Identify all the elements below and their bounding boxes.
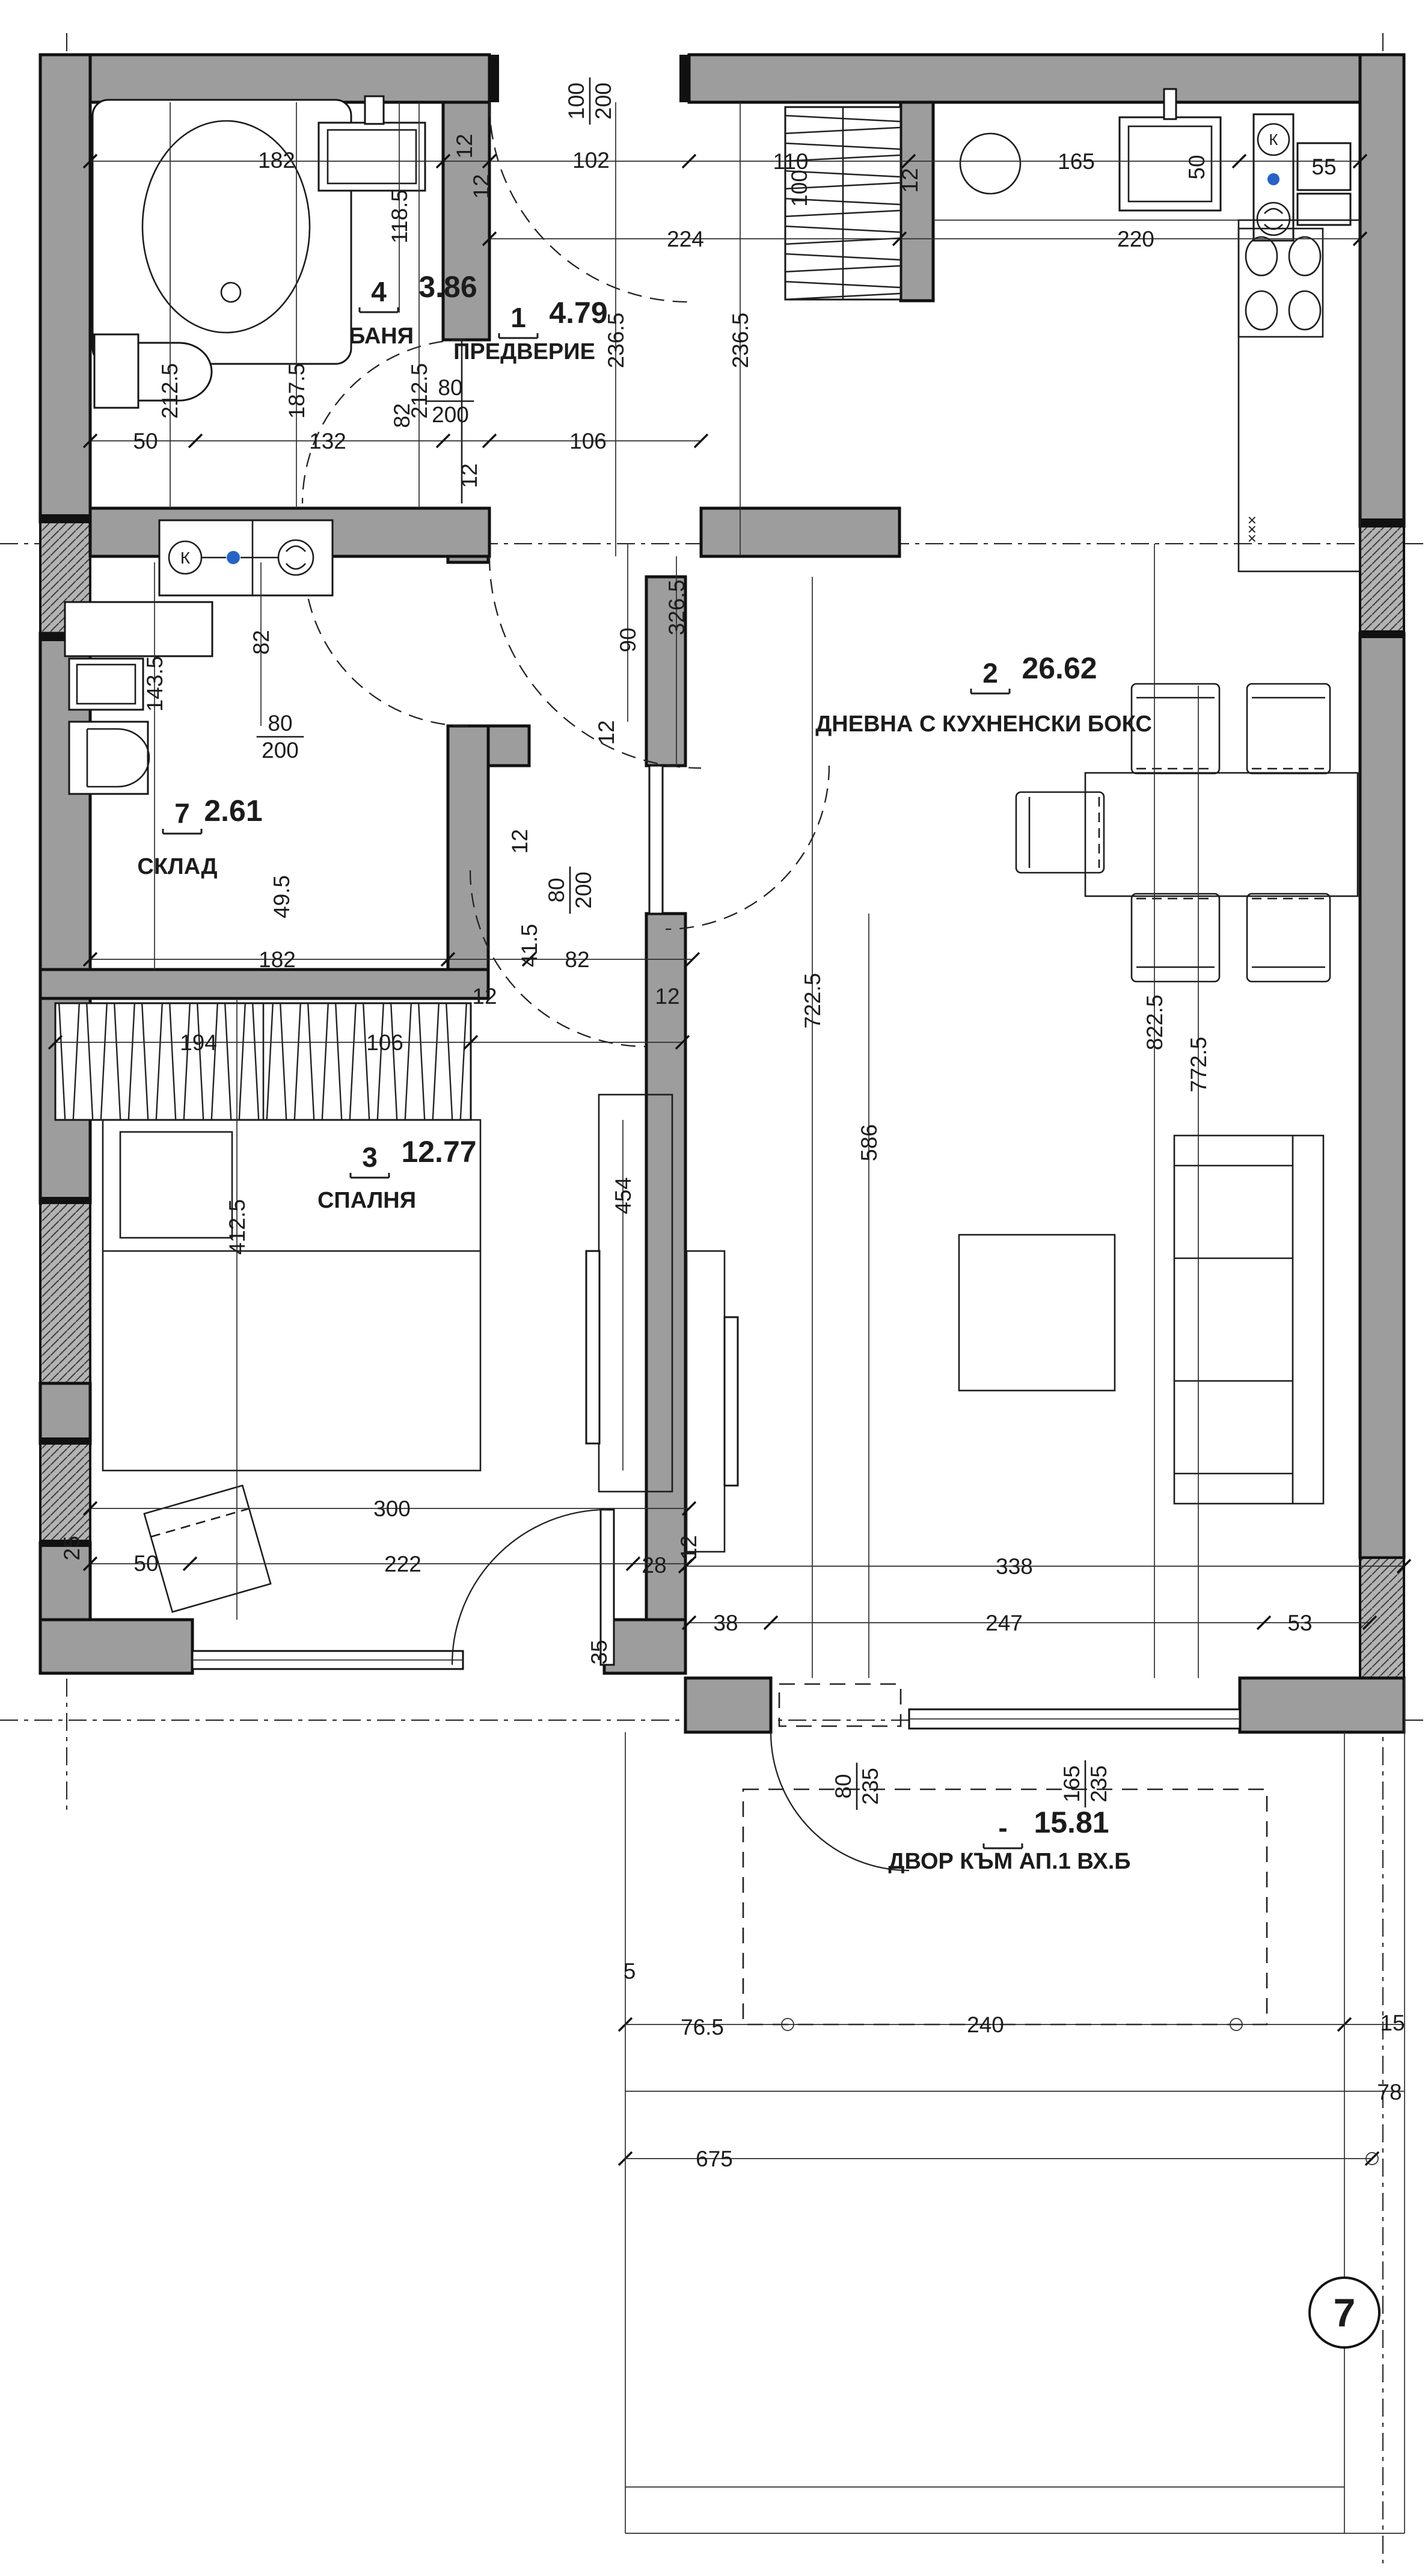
room-name-ДНЕВНА С КУХНЕНСКИ БОКС (815, 712, 1152, 737)
svg-text:15.81: 15.81 (1034, 1806, 1109, 1839)
bed-pillow (120, 1132, 232, 1238)
living-door-leaf (649, 766, 663, 914)
svg-text:12: 12 (655, 983, 680, 1009)
dining-chair (1247, 684, 1330, 773)
dimension-label-106 (569, 429, 607, 453)
svg-text:412.5: 412.5 (224, 1199, 250, 1255)
dimension-label-412.5 (225, 1199, 250, 1255)
svg-text:110: 110 (773, 149, 809, 174)
svg-text:55: 55 (1311, 154, 1337, 179)
svg-text:12: 12 (456, 463, 482, 488)
dimension-label-454 (611, 1177, 636, 1214)
svg-text:200: 200 (262, 738, 299, 763)
dimension-label-224 (667, 227, 704, 251)
wall-separator (1360, 630, 1404, 638)
sofa (1174, 1136, 1323, 1504)
left-wall (40, 55, 90, 522)
burner (1246, 237, 1277, 275)
wall-separator (40, 514, 90, 522)
dimension-label-90 (616, 627, 640, 652)
svg-text:102: 102 (572, 147, 610, 173)
right-wall-pier-hatch (1360, 526, 1404, 633)
svg-text:454: 454 (610, 1177, 636, 1214)
dimension-label-12 (452, 134, 477, 158)
tv-living (725, 1317, 738, 1486)
svg-text:106: 106 (366, 1030, 403, 1055)
svg-text:80: 80 (268, 711, 293, 736)
dimension-lines-layer (49, 102, 1411, 2165)
svg-text:118.5: 118.5 (387, 189, 412, 244)
svg-text:50: 50 (1184, 155, 1209, 180)
dimension-label-236.5 (728, 313, 753, 369)
svg-text:326.5: 326.5 (664, 579, 689, 636)
dimension-label-50 (1184, 155, 1209, 179)
svg-text:220: 220 (1117, 226, 1154, 251)
svg-text:12: 12 (593, 720, 619, 745)
valve-dot (227, 551, 240, 564)
svg-text:240: 240 (967, 2012, 1004, 2037)
dimension-label-38 (713, 1611, 738, 1635)
dimension-label-80200 (544, 867, 596, 914)
bathroom-sink (319, 123, 425, 191)
svg-text:26.62: 26.62 (1022, 651, 1097, 685)
dimension-label-12 (655, 984, 679, 1009)
svg-text:3.86: 3.86 (418, 270, 477, 304)
svg-text:224: 224 (667, 226, 704, 251)
sheet-number: 7 (1333, 2290, 1356, 2335)
svg-text:182: 182 (258, 147, 295, 173)
svg-text:ПРЕДВЕРИЕ: ПРЕДВЕРИЕ (453, 339, 595, 364)
svg-text:165: 165 (1059, 1765, 1084, 1803)
dimension-label-106 (366, 1030, 403, 1055)
right-wall (1360, 55, 1404, 526)
entry-door-swing-arc (489, 102, 689, 302)
room-name-БАНЯ (349, 324, 414, 349)
top-wall-left (40, 55, 489, 102)
storage-right-wall (448, 556, 488, 562)
svg-text:100: 100 (786, 170, 812, 207)
svg-text:722.5: 722.5 (800, 973, 825, 1029)
dimension-label-822.5 (1142, 995, 1167, 1051)
dimension-label-586 (857, 1124, 881, 1161)
svg-text:236.5: 236.5 (603, 312, 628, 369)
bedroom-armchair (144, 1486, 271, 1612)
svg-text:182: 182 (259, 947, 296, 972)
dining-table (1085, 773, 1358, 896)
entry-door-jamb (489, 55, 499, 102)
living-bottom-wall (1240, 1678, 1404, 1732)
left-wall-pier-hatch (40, 1443, 90, 1543)
svg-text:12.77: 12.77 (401, 1135, 477, 1169)
svg-text:200: 200 (432, 402, 469, 427)
svg-text:194: 194 (180, 1030, 217, 1055)
svg-text:200: 200 (591, 82, 616, 120)
dimension-label-35 (587, 1640, 611, 1664)
svg-text:4.79: 4.79 (549, 296, 608, 330)
svg-text:53: 53 (1287, 1610, 1313, 1635)
dimension-label-132 (309, 429, 346, 453)
dining-chair (1132, 894, 1219, 982)
dimension-label-118.5 (387, 189, 412, 244)
room-area-БАНЯ (418, 270, 477, 304)
dining-chair (1247, 894, 1330, 982)
right-wall (1360, 633, 1404, 1558)
bathtub (93, 100, 351, 364)
svg-text:82: 82 (248, 630, 274, 655)
dimension-label-300 (373, 1496, 411, 1521)
dimension-label- (180, 549, 191, 567)
dimension-label-165235 (1059, 1760, 1111, 1808)
svg-text:4: 4 (371, 276, 387, 307)
svg-text:100: 100 (564, 82, 589, 120)
dimension-label-100 (787, 170, 812, 207)
furniture-layer (55, 89, 1360, 1612)
wall-separator (40, 1437, 90, 1445)
dimension-label-12 (457, 463, 482, 488)
dimension-label-82 (565, 947, 589, 972)
svg-text:12: 12 (676, 1535, 701, 1560)
room-number-ДВОР КЪМ АП.1 ВХ.Б (984, 1812, 1022, 1848)
dimension-label-12 (472, 984, 497, 1009)
svg-text:25: 25 (59, 1535, 84, 1561)
svg-text:12: 12 (897, 168, 922, 193)
svg-text:15: 15 (1380, 2010, 1405, 2035)
dimension-label-182 (258, 148, 295, 173)
room-number-СПАЛНЯ (351, 1142, 389, 1178)
burner (1289, 237, 1320, 275)
svg-text:90: 90 (615, 627, 640, 653)
svg-text:236.5: 236.5 (728, 312, 753, 369)
svg-text:235: 235 (858, 1768, 883, 1805)
dimension-label-220 (1117, 227, 1154, 251)
dimension-label-82 (390, 403, 414, 428)
dimension-label-194 (180, 1030, 217, 1055)
dimension-label-102 (572, 148, 610, 173)
dimension-label-80200 (427, 375, 474, 427)
svg-text:300: 300 (373, 1496, 411, 1521)
room-name-ПРЕДВЕРИЕ (453, 339, 595, 364)
dimension-label-12 (676, 1535, 701, 1560)
room-area-СКЛАД (204, 794, 262, 828)
dimension-label-675 (696, 2147, 733, 2171)
kitchen-sink-tap (1164, 89, 1176, 119)
coffee-table (959, 1235, 1115, 1391)
svg-text:338: 338 (996, 1554, 1033, 1579)
living-bottom-wall (685, 1678, 771, 1732)
svg-text:7: 7 (174, 798, 190, 829)
svg-text:СКЛАД: СКЛАД (137, 854, 218, 879)
axis-lines (0, 33, 1428, 2563)
top-wall-right (689, 55, 1404, 102)
tv-cabinet-living (687, 1251, 725, 1552)
svg-text:12: 12 (468, 174, 494, 199)
room-area-СПАЛНЯ (401, 1135, 476, 1169)
entry-door-jamb (679, 55, 689, 102)
room-name-ДВОР КЪМ АП.1 ВХ.Б (888, 1849, 1130, 1874)
dimension-label-80235 (831, 1763, 883, 1810)
bedroom-bottom-wall (40, 1620, 192, 1673)
central-wall (646, 914, 685, 1620)
dimension-label-76.5 (681, 2015, 724, 2040)
bed (103, 1120, 480, 1471)
svg-text:143.5: 143.5 (142, 656, 167, 712)
dryer (69, 722, 148, 794)
dimension-label-772.5 (1186, 1037, 1211, 1093)
dimension-label-53 (1287, 1611, 1312, 1635)
dimension-label-222 (384, 1552, 421, 1576)
svg-text:132: 132 (309, 428, 346, 453)
dimension-label-722.5 (800, 973, 825, 1029)
room-name-СКЛАД (137, 854, 217, 879)
right-wall-pier-hatch (1360, 1558, 1404, 1678)
dimension-label-247 (985, 1611, 1023, 1635)
dimension-label-5 (624, 1959, 636, 1984)
svg-text:2.61: 2.61 (204, 794, 263, 828)
svg-text:2: 2 (982, 657, 998, 689)
room-name-СПАЛНЯ (317, 1188, 416, 1213)
dimension-label-182 (259, 947, 296, 972)
svg-text:82: 82 (565, 947, 590, 972)
svg-text:200: 200 (571, 871, 596, 909)
svg-text:212.5: 212.5 (406, 363, 432, 419)
dimension-ticks (49, 155, 1411, 2165)
svg-text:247: 247 (985, 1610, 1023, 1635)
svg-text:28: 28 (642, 1552, 667, 1578)
dimension-label-212.5 (158, 363, 182, 419)
svg-text:675: 675 (696, 2146, 733, 2171)
svg-text:12: 12 (452, 134, 477, 159)
dimension-label-143.5 (142, 656, 167, 712)
valve-dot (1267, 173, 1279, 185)
svg-text:187.5: 187.5 (284, 363, 309, 419)
dimension-label-12 (594, 720, 619, 745)
dimension-label-28 (642, 1553, 666, 1578)
room-area-ПРЕДВЕРИЕ (549, 296, 607, 330)
bathroom-sink-tap (365, 96, 384, 124)
storage-door-jamb (488, 726, 529, 766)
svg-text:212.5: 212.5 (157, 363, 182, 419)
living-door-swing-arc (666, 766, 829, 929)
dimension-label-50 (133, 1551, 158, 1576)
svg-text:50: 50 (133, 428, 158, 453)
svg-text:82: 82 (389, 403, 414, 428)
svg-text:80: 80 (831, 1774, 856, 1799)
dimension-label-55 (1311, 155, 1336, 179)
svg-text:СПАЛНЯ: СПАЛНЯ (317, 1188, 417, 1213)
svg-text:ДВОР КЪМ АП.1 ВХ.Б: ДВОР КЪМ АП.1 ВХ.Б (888, 1849, 1131, 1874)
svg-text:772.5: 772.5 (1186, 1036, 1211, 1093)
kitchen-round-basin (960, 134, 1020, 194)
terrace-layer (625, 1678, 1405, 2533)
svg-text:35: 35 (586, 1640, 611, 1665)
dimension-label-12 (898, 168, 922, 192)
dimension-label-78 (1377, 2080, 1402, 2104)
room-number-СКЛАД (163, 798, 201, 834)
left-wall (40, 1383, 90, 1443)
svg-text:80: 80 (438, 375, 463, 400)
dimension-label-50 (133, 429, 158, 453)
annotation-text-layer (60, 78, 1405, 2171)
bedroom-bottom-wall (604, 1620, 685, 1673)
dimension-label-49.5 (269, 875, 294, 918)
svg-text:38: 38 (713, 1610, 738, 1635)
svg-text:586: 586 (856, 1124, 881, 1161)
dining-armchair (1016, 792, 1104, 873)
room-number-ПРЕДВЕРИЕ (499, 302, 538, 338)
svg-text:822.5: 822.5 (1142, 994, 1167, 1051)
svg-text:41.5: 41.5 (516, 923, 542, 968)
room-number-БАНЯ (360, 276, 398, 312)
svg-text:78: 78 (1377, 2079, 1402, 2104)
svg-text:БАНЯ: БАНЯ (348, 324, 414, 349)
dimension-label-338 (996, 1554, 1033, 1579)
kitchen-entry-stub (901, 102, 933, 301)
dimension-label- (1269, 131, 1278, 149)
svg-text:49.5: 49.5 (269, 875, 294, 919)
storage-right-wall (448, 726, 488, 970)
dimension-label-100200 (564, 78, 616, 125)
svg-text:К: К (180, 548, 191, 567)
tv-bedroom (586, 1251, 599, 1443)
dimension-label-187.5 (284, 363, 309, 419)
storage-shelf (65, 602, 212, 656)
dimension-label-25 (60, 1535, 84, 1560)
svg-text:106: 106 (569, 428, 607, 453)
dimension-label-82 (249, 630, 274, 654)
svg-text:5: 5 (623, 1958, 636, 1984)
dimension-label-326.5 (664, 580, 689, 636)
svg-text:×××: ××× (1243, 515, 1261, 543)
room-area-ДВОР КЪМ АП.1 ВХ.Б (1034, 1806, 1109, 1839)
svg-text:76.5: 76.5 (680, 2014, 725, 2040)
svg-text:1: 1 (510, 302, 526, 333)
left-wall-pier-hatch (40, 1203, 90, 1383)
dimension-label-165 (1058, 149, 1095, 174)
svg-text:50: 50 (133, 1551, 159, 1576)
svg-text:12: 12 (507, 829, 532, 854)
svg-text:-: - (998, 1812, 1008, 1843)
burner (1289, 291, 1320, 330)
stove (1239, 229, 1323, 337)
svg-text:80: 80 (544, 878, 569, 903)
storage-bottom-wall (40, 970, 488, 998)
dimension-label- (1243, 515, 1261, 543)
svg-text:222: 222 (384, 1551, 421, 1576)
wall-separator (1360, 518, 1404, 526)
burner (1246, 291, 1277, 330)
hall-bottom-wall (701, 508, 899, 556)
room-area-ДНЕВНА С КУХНЕНСКИ БОКС (1022, 651, 1097, 685)
room-number-ДНЕВНА С КУХНЕНСКИ БОКС (971, 657, 1010, 693)
wall-separator (40, 1197, 90, 1204)
washing-machine (69, 659, 143, 710)
dimension-label-12 (507, 829, 532, 853)
svg-text:235: 235 (1086, 1765, 1111, 1803)
svg-text:ДНЕВНА С КУХНЕНСКИ БОКС: ДНЕВНА С КУХНЕНСКИ БОКС (815, 712, 1152, 737)
dimension-label-41.5 (517, 924, 542, 967)
balcony-door-swing-arc (452, 1510, 607, 1665)
svg-text:12: 12 (472, 983, 497, 1009)
dimension-label-12 (469, 174, 494, 198)
toilet-tank (94, 334, 138, 408)
svg-text:3: 3 (362, 1142, 378, 1173)
dimension-label-80200 (257, 711, 304, 763)
svg-text:165: 165 (1058, 149, 1095, 174)
svg-text:К: К (1269, 131, 1278, 149)
dimension-label-15 (1380, 2011, 1405, 2035)
dimension-label-240 (967, 2012, 1004, 2037)
